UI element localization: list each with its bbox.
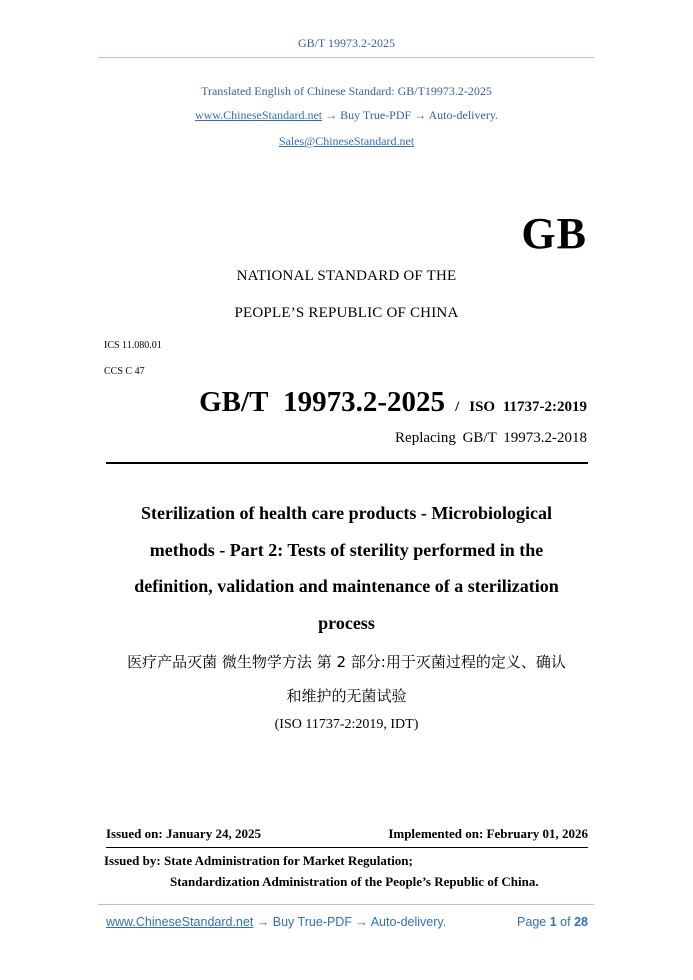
email-line [0,134,693,149]
footer-site-link[interactable]: www.ChineseStandard.net [106,915,254,929]
title-cn-line2: 和维护的无菌试验 [286,687,407,705]
implemented-on-date: Implemented on: February 01, 2026 [388,826,588,841]
title-en-line4: process [318,613,375,633]
title-en-line1: Sterilization of health care products - Microbiological [141,503,552,523]
dates-divider [106,847,588,848]
gb-mark: GB [521,209,587,258]
page-indicator [517,915,588,929]
iso-idt-note: (ISO 11737-2:2019, IDT) [274,717,419,732]
translation-notice: Translated English of Chinese Standard: GB/T19973.2-2025 [201,84,492,98]
total-pages: 28 [574,915,588,929]
current-page: 1 [549,915,557,929]
page-label: Page [517,915,547,929]
replacing-note: Replacing GB/T 19973.2-2018 [395,430,587,446]
title-divider [106,462,588,464]
issuer-line1: Issued by: State Administration for Market Regulation; [104,853,413,868]
page-footer [106,915,588,929]
standard-number-row [199,386,587,419]
national-standard-line2: PEOPLE’S REPUBLIC OF CHINA [234,305,459,321]
sales-email-link[interactable]: Sales@ChineseStandard.net [278,134,415,148]
dates-row [106,826,588,842]
running-header: GB/T 19973.2-2025 [297,36,396,50]
title-cn-line1: 医疗产品灭菌 微生物学方法 第 2 部分:用于灭菌过程的定义、确认 [127,653,566,671]
title-en-line2: methods - Part 2: Tests of sterility performed in the [149,540,544,560]
issuer-line2: Standardization Administration of the People’s Republic of China. [170,874,539,889]
header-divider [98,57,594,58]
footer-promo [106,915,446,929]
chinesestandard-link[interactable]: www.ChineseStandard.net [194,108,323,122]
of-label: of [560,915,571,929]
footer-promo-text: → Buy True-PDF → Auto-delivery. [256,915,447,929]
ccs-code: CCS C 47 [104,366,145,377]
ics-code: ICS 11.080.01 [104,340,162,351]
issued-on-date: Issued on: January 24, 2025 [106,826,261,841]
iso-equivalent-number: ISO 11737-2:2019 [469,399,587,415]
standard-number: GB/T 19973.2-2025 [199,386,446,418]
national-standard-line1: NATIONAL STANDARD OF THE [236,268,457,284]
promo-line [0,108,693,123]
footer-divider [98,904,594,905]
title-en-line3: definition, validation and maintenance of a sterilization [134,576,559,596]
number-separator: / [455,399,460,415]
promo-text: → Buy True-PDF → Auto-delivery. [325,108,499,122]
